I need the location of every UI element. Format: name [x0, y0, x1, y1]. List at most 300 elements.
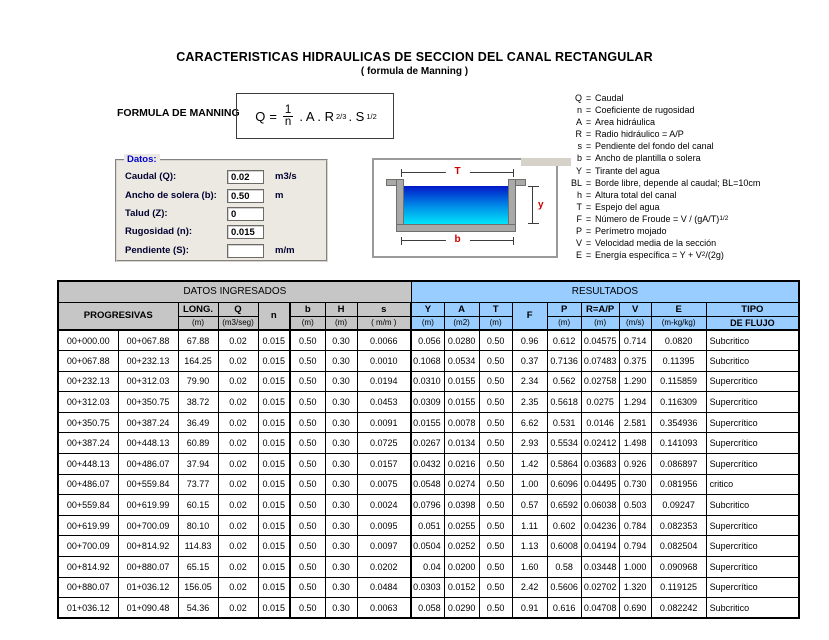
- table-cell: 0.141093: [651, 433, 706, 454]
- legend-symbol: P: [575, 226, 582, 237]
- legend-line: [556, 189, 760, 201]
- table-cell: 0.30: [325, 330, 357, 351]
- legend-line: [556, 116, 760, 128]
- col-header: T: [479, 302, 512, 316]
- table-cell: 0.0303: [411, 577, 444, 598]
- table-row: [58, 433, 799, 454]
- table-cell: 00+486.07: [118, 454, 178, 475]
- page-title: CARACTERISTICAS HIDRAULICAS DE SECCION DEL CANAL RECTANGULAR: [176, 50, 653, 64]
- table-cell: 0.0155: [411, 412, 444, 433]
- legend-equals: =: [585, 250, 592, 261]
- formula-fraction: [283, 104, 293, 128]
- table-cell: 0.50: [290, 577, 325, 598]
- field-input[interactable]: [227, 189, 264, 203]
- table-cell: 67.88: [178, 330, 218, 351]
- table-cell: 2.93: [512, 433, 547, 454]
- col-header: n: [258, 302, 290, 330]
- table-cell: 0.02: [218, 515, 258, 536]
- table-cell: 0.375: [619, 351, 651, 372]
- legend: [556, 92, 760, 261]
- table-cell: 0.0091: [357, 412, 411, 433]
- table-cell: Supercrítico: [706, 371, 799, 392]
- table-row: [58, 557, 799, 578]
- table-cell: 0.50: [479, 454, 512, 475]
- table-cell: 0.02702: [581, 577, 619, 598]
- field-label: Caudal (Q):: [125, 171, 177, 182]
- table-cell: 73.77: [178, 474, 218, 495]
- table-cell: 0.0252: [444, 536, 479, 557]
- table-cell: 0.015: [258, 577, 290, 598]
- table-cell: 1.13: [512, 536, 547, 557]
- field-unit: m3/s: [275, 171, 297, 182]
- table-cell: 65.15: [178, 557, 218, 578]
- table-cell: Supercrítico: [706, 392, 799, 413]
- table-cell: 00+312.03: [118, 371, 178, 392]
- dim-line-right: [532, 186, 544, 224]
- table-cell: 0.0534: [444, 351, 479, 372]
- table-cell: 0.07483: [581, 351, 619, 372]
- table-cell: 0.119125: [651, 577, 706, 598]
- field-unit: m/m: [275, 245, 295, 256]
- legend-line: [556, 165, 760, 177]
- table-cell: 0.0095: [357, 515, 411, 536]
- table-cell: 0.0066: [357, 330, 411, 351]
- table-cell: 6.62: [512, 412, 547, 433]
- legend-line: [556, 152, 760, 164]
- col-header: LONG.: [178, 302, 218, 316]
- manning-formula-label: FORMULA DE MANNING: [117, 107, 240, 119]
- table-cell: 0.30: [325, 392, 357, 413]
- col-header: E: [651, 302, 706, 316]
- table-cell: Supercrítico: [706, 412, 799, 433]
- table-cell: 0.37: [512, 351, 547, 372]
- unit-header: (m): [290, 316, 325, 330]
- table-cell: 0.0274: [444, 474, 479, 495]
- table-cell: 0.06038: [581, 495, 619, 516]
- table-cell: 0.0453: [357, 392, 411, 413]
- legend-description: Tirante del agua: [595, 165, 660, 176]
- table-cell: 0.6008: [547, 536, 581, 557]
- column-header-row: [58, 302, 799, 316]
- unit-header: (m-kg/kg): [651, 316, 706, 330]
- table-cell: 164.25: [178, 351, 218, 372]
- table-cell: 0.0290: [444, 598, 479, 619]
- table-cell: 00+814.92: [58, 557, 118, 578]
- section-header-left: DATOS INGRESADOS: [58, 281, 411, 302]
- table-cell: 0.02: [218, 577, 258, 598]
- table-cell: 0.02: [218, 495, 258, 516]
- table-cell: 0.0275: [581, 392, 619, 413]
- table-cell: 36.49: [178, 412, 218, 433]
- table-cell: 0.30: [325, 577, 357, 598]
- table-cell: 0.30: [325, 371, 357, 392]
- table-cell: 54.36: [178, 598, 218, 619]
- table-row: [58, 412, 799, 433]
- table-cell: 0.02: [218, 392, 258, 413]
- table-cell: 01+036.12: [118, 577, 178, 598]
- unit-header: (m): [581, 316, 619, 330]
- table-cell: 0.0146: [581, 412, 619, 433]
- table-cell: Subcritico: [706, 495, 799, 516]
- col-header: s: [357, 302, 411, 316]
- table-cell: 0.015: [258, 557, 290, 578]
- table-cell: 0.02: [218, 412, 258, 433]
- legend-description: Velocidad media de la sección: [595, 238, 717, 249]
- table-cell: 0.0309: [411, 392, 444, 413]
- legend-description: Energía específica = Y + V: [595, 250, 702, 261]
- table-cell: 0.0216: [444, 454, 479, 475]
- table-body: [58, 330, 799, 618]
- table-cell: 0.0200: [444, 557, 479, 578]
- table-cell: 156.05: [178, 577, 218, 598]
- legend-equals: =: [585, 189, 592, 200]
- table-cell: Supercrítico: [706, 515, 799, 536]
- datos-title: Datos:: [124, 154, 160, 165]
- table-cell: 0.015: [258, 598, 290, 619]
- legend-symbol: n: [576, 105, 582, 116]
- table-cell: 00+387.24: [58, 433, 118, 454]
- table-cell: 79.90: [178, 371, 218, 392]
- table-cell: 0.0484: [357, 577, 411, 598]
- table-cell: 0.50: [290, 433, 325, 454]
- formula-term-ar: . A . R: [299, 108, 335, 124]
- table-cell: 0.04194: [581, 536, 619, 557]
- legend-symbol: T: [576, 201, 582, 212]
- table-cell: 1.11: [512, 515, 547, 536]
- legend-equals: =: [585, 129, 592, 140]
- table-cell: 0.5534: [547, 433, 581, 454]
- table-cell: 0.0820: [651, 330, 706, 351]
- table-cell: 00+559.84: [58, 495, 118, 516]
- table-cell: 0.30: [325, 495, 357, 516]
- unit-header: (m): [178, 316, 218, 330]
- legend-equals: =: [585, 165, 592, 176]
- table-cell: 0.04236: [581, 515, 619, 536]
- table-cell: 0.6096: [547, 474, 581, 495]
- table-cell: 0.056: [411, 330, 444, 351]
- table-cell: 0.03683: [581, 454, 619, 475]
- table-cell: 1.290: [619, 371, 651, 392]
- table-cell: 00+559.84: [118, 474, 178, 495]
- diagram-label-y: y: [538, 199, 544, 211]
- table-cell: 0.50: [479, 330, 512, 351]
- legend-symbol: s: [577, 141, 582, 152]
- legend-equals: =: [585, 226, 592, 237]
- table-cell: 0.02758: [581, 371, 619, 392]
- table-cell: 0.02: [218, 330, 258, 351]
- table-cell: 0.04495: [581, 474, 619, 495]
- table-cell: 0.03448: [581, 557, 619, 578]
- legend-desc-tail: /(2g): [705, 250, 724, 261]
- legend-symbol: BL: [570, 177, 582, 188]
- table-cell: 0.531: [547, 412, 581, 433]
- legend-description: Area hidráulica: [595, 117, 656, 128]
- unit-header: (m): [411, 316, 444, 330]
- datos-field-row: [117, 244, 326, 259]
- table-cell: 0.0078: [444, 412, 479, 433]
- table-cell: 2.34: [512, 371, 547, 392]
- table-cell: 0.115859: [651, 371, 706, 392]
- table-cell: 1.42: [512, 454, 547, 475]
- table-cell: 0.0075: [357, 474, 411, 495]
- section-header-row: [58, 281, 799, 302]
- col-header: V: [619, 302, 651, 316]
- table-cell: 0.015: [258, 330, 290, 351]
- table-cell: 0.02: [218, 536, 258, 557]
- legend-equals: =: [585, 117, 592, 128]
- table-cell: 0.015: [258, 495, 290, 516]
- table-cell: 0.50: [290, 454, 325, 475]
- field-input[interactable]: [227, 170, 264, 184]
- table-row: [58, 371, 799, 392]
- table-cell: 0.0063: [357, 598, 411, 619]
- field-label: Rugosidad (n):: [125, 226, 193, 237]
- table-row: [58, 495, 799, 516]
- table-cell: 0.0155: [444, 371, 479, 392]
- legend-line: [556, 140, 760, 152]
- table-cell: 0.30: [325, 557, 357, 578]
- table-cell: 80.10: [178, 515, 218, 536]
- table-cell: 0.50: [290, 495, 325, 516]
- formula-exp-s: 1/2: [366, 111, 377, 121]
- legend-line: [556, 128, 760, 140]
- table-cell: Supercrítico: [706, 536, 799, 557]
- table-cell: 00+232.13: [118, 351, 178, 372]
- table-cell: 0.30: [325, 598, 357, 619]
- table-row: [58, 454, 799, 475]
- table-cell: 38.72: [178, 392, 218, 413]
- legend-superscript: 1/2: [719, 214, 729, 222]
- table-cell: 0.690: [619, 598, 651, 619]
- table-cell: 2.581: [619, 412, 651, 433]
- table-cell: 0.082504: [651, 536, 706, 557]
- formula-lhs: Q: [255, 108, 266, 124]
- unit-header: DE FLUJO: [706, 316, 799, 330]
- channel-bottom: [396, 224, 516, 232]
- legend-line: [556, 237, 760, 249]
- table-cell: critico: [706, 474, 799, 495]
- table-cell: 0.50: [479, 433, 512, 454]
- table-cell: 0.50: [479, 598, 512, 619]
- table-cell: 0.612: [547, 330, 581, 351]
- table-cell: 0.0432: [411, 454, 444, 475]
- legend-equals: =: [585, 213, 592, 224]
- table-cell: 1.60: [512, 557, 547, 578]
- table-cell: 00+312.03: [58, 392, 118, 413]
- table-cell: 0.02: [218, 557, 258, 578]
- formula-numerator: 1: [284, 104, 292, 116]
- table-cell: 0.015: [258, 515, 290, 536]
- table-cell: 0.794: [619, 536, 651, 557]
- legend-symbol: V: [575, 238, 582, 249]
- channel-diagram: [372, 158, 558, 258]
- datos-field-row: [117, 207, 326, 222]
- table-cell: 0.58: [547, 557, 581, 578]
- table-cell: 0.0548: [411, 474, 444, 495]
- table-cell: 00+448.13: [118, 433, 178, 454]
- col-header: P: [547, 302, 581, 316]
- legend-description: Coeficiente de rugosidad: [595, 105, 695, 116]
- table-cell: 0.730: [619, 474, 651, 495]
- table-cell: 0.0010: [357, 351, 411, 372]
- table-cell: 0.02: [218, 598, 258, 619]
- legend-line: [556, 177, 760, 189]
- table-cell: 0.04708: [581, 598, 619, 619]
- table-cell: 0.0194: [357, 371, 411, 392]
- table-row: [58, 515, 799, 536]
- table-cell: 0.015: [258, 392, 290, 413]
- table-cell: 0.50: [479, 515, 512, 536]
- table-cell: 0.50: [479, 495, 512, 516]
- formula-term-s: . S: [348, 108, 365, 124]
- table-cell: Supercrítico: [706, 557, 799, 578]
- table-cell: 37.94: [178, 454, 218, 475]
- legend-equals: =: [585, 153, 592, 164]
- legend-equals: =: [585, 141, 592, 152]
- table-cell: 01+090.48: [118, 598, 178, 619]
- table-cell: 0.082242: [651, 598, 706, 619]
- legend-line: [556, 249, 760, 261]
- table-cell: 0.02412: [581, 433, 619, 454]
- table-cell: 0.354936: [651, 412, 706, 433]
- table-cell: 0.50: [290, 474, 325, 495]
- formula-equals: =: [269, 108, 277, 124]
- legend-symbol: F: [576, 213, 582, 224]
- table-cell: 0.5864: [547, 454, 581, 475]
- table-cell: 0.058: [411, 598, 444, 619]
- table-head: [58, 281, 799, 330]
- table-cell: 0.0157: [357, 454, 411, 475]
- manning-formula-box: [236, 93, 394, 139]
- table-cell: Supercrítico: [706, 433, 799, 454]
- table-cell: 00+067.88: [118, 330, 178, 351]
- table-cell: 0.50: [479, 557, 512, 578]
- table-cell: Subcritico: [706, 330, 799, 351]
- legend-equals: =: [585, 177, 592, 188]
- unit-header: (m): [479, 316, 512, 330]
- legend-description: Pendiente del fondo del canal: [595, 141, 714, 152]
- table-cell: 0.015: [258, 412, 290, 433]
- table-cell: 00+350.75: [58, 412, 118, 433]
- table-cell: 00+619.99: [58, 515, 118, 536]
- table-cell: 00+700.09: [58, 536, 118, 557]
- table-cell: 0.562: [547, 371, 581, 392]
- table-row: [58, 351, 799, 372]
- col-header: Y: [411, 302, 444, 316]
- table-cell: 0.0202: [357, 557, 411, 578]
- diagram-label-T: T: [445, 167, 469, 177]
- col-header: R=A/P: [581, 302, 619, 316]
- table-cell: 0.30: [325, 412, 357, 433]
- water: [404, 186, 508, 224]
- table-cell: 0.015: [258, 536, 290, 557]
- table-cell: 0.0155: [444, 392, 479, 413]
- table-cell: 1.00: [512, 474, 547, 495]
- field-input[interactable]: [227, 225, 264, 239]
- legend-description: Altura total del canal: [595, 189, 677, 200]
- table-cell: 0.086897: [651, 454, 706, 475]
- table-cell: 0.081956: [651, 474, 706, 495]
- table-cell: 0.02: [218, 371, 258, 392]
- table-row: [58, 330, 799, 351]
- table-cell: 114.83: [178, 536, 218, 557]
- field-label: Talud (Z):: [125, 208, 168, 219]
- table-cell: 0.04: [411, 557, 444, 578]
- field-input[interactable]: [227, 207, 264, 221]
- table-cell: 0.30: [325, 474, 357, 495]
- table-cell: 0.50: [479, 412, 512, 433]
- table-cell: 0.1068: [411, 351, 444, 372]
- table-cell: 0.30: [325, 536, 357, 557]
- table-cell: 0.714: [619, 330, 651, 351]
- col-header: Q: [218, 302, 258, 316]
- unit-header: (m): [547, 316, 581, 330]
- table-cell: 0.090968: [651, 557, 706, 578]
- page-subtitle: ( formula de Manning ): [360, 66, 469, 77]
- table-cell: 0.602: [547, 515, 581, 536]
- table-cell: 0.50: [479, 474, 512, 495]
- table-cell: 00+814.92: [118, 536, 178, 557]
- table-cell: 00+387.24: [118, 412, 178, 433]
- table-cell: 0.02: [218, 433, 258, 454]
- hydraulics-table: [57, 280, 800, 619]
- legend-description: Perímetro mojado: [595, 226, 667, 237]
- table-cell: 2.42: [512, 577, 547, 598]
- field-input[interactable]: [227, 244, 264, 258]
- unit-header: (m3/seg): [218, 316, 258, 330]
- table-cell: 0.0255: [444, 515, 479, 536]
- table-cell: 00+880.07: [118, 557, 178, 578]
- table-cell: 0.02: [218, 351, 258, 372]
- table-cell: 0.96: [512, 330, 547, 351]
- table-cell: 01+036.12: [58, 598, 118, 619]
- table-cell: 2.35: [512, 392, 547, 413]
- table-cell: 1.000: [619, 557, 651, 578]
- gray-bar-decoration: [521, 158, 571, 166]
- section-header-right: RESULTADOS: [411, 281, 799, 302]
- legend-description: Caudal: [595, 93, 624, 103]
- table-cell: 0.30: [325, 351, 357, 372]
- legend-line: [556, 201, 760, 213]
- formula-exp-r: 2/3: [336, 111, 347, 121]
- table-cell: 0.50: [479, 351, 512, 372]
- unit-header: (m2): [444, 316, 479, 330]
- table-cell: 0.0097: [357, 536, 411, 557]
- table-cell: 0.0725: [357, 433, 411, 454]
- table-cell: 0.50: [290, 412, 325, 433]
- col-header: F: [512, 302, 547, 330]
- field-label: Ancho de solera (b):: [125, 190, 217, 201]
- table-cell: 60.89: [178, 433, 218, 454]
- table-cell: 0.50: [290, 330, 325, 351]
- col-header: H: [325, 302, 357, 316]
- table-cell: 0.0504: [411, 536, 444, 557]
- table-cell: 00+232.13: [58, 371, 118, 392]
- table-cell: 1.498: [619, 433, 651, 454]
- table-cell: 0.30: [325, 433, 357, 454]
- formula-denominator: n: [284, 116, 292, 128]
- datos-field-row: [117, 170, 326, 185]
- table-cell: 0.082353: [651, 515, 706, 536]
- table-cell: Supercrítico: [706, 577, 799, 598]
- legend-description: Espejo del agua: [595, 201, 660, 212]
- table-cell: 0.09247: [651, 495, 706, 516]
- table-cell: 0.616: [547, 598, 581, 619]
- table-cell: 0.50: [290, 598, 325, 619]
- table-cell: 1.294: [619, 392, 651, 413]
- table-cell: 0.11395: [651, 351, 706, 372]
- unit-header: ( m/m ): [357, 316, 411, 330]
